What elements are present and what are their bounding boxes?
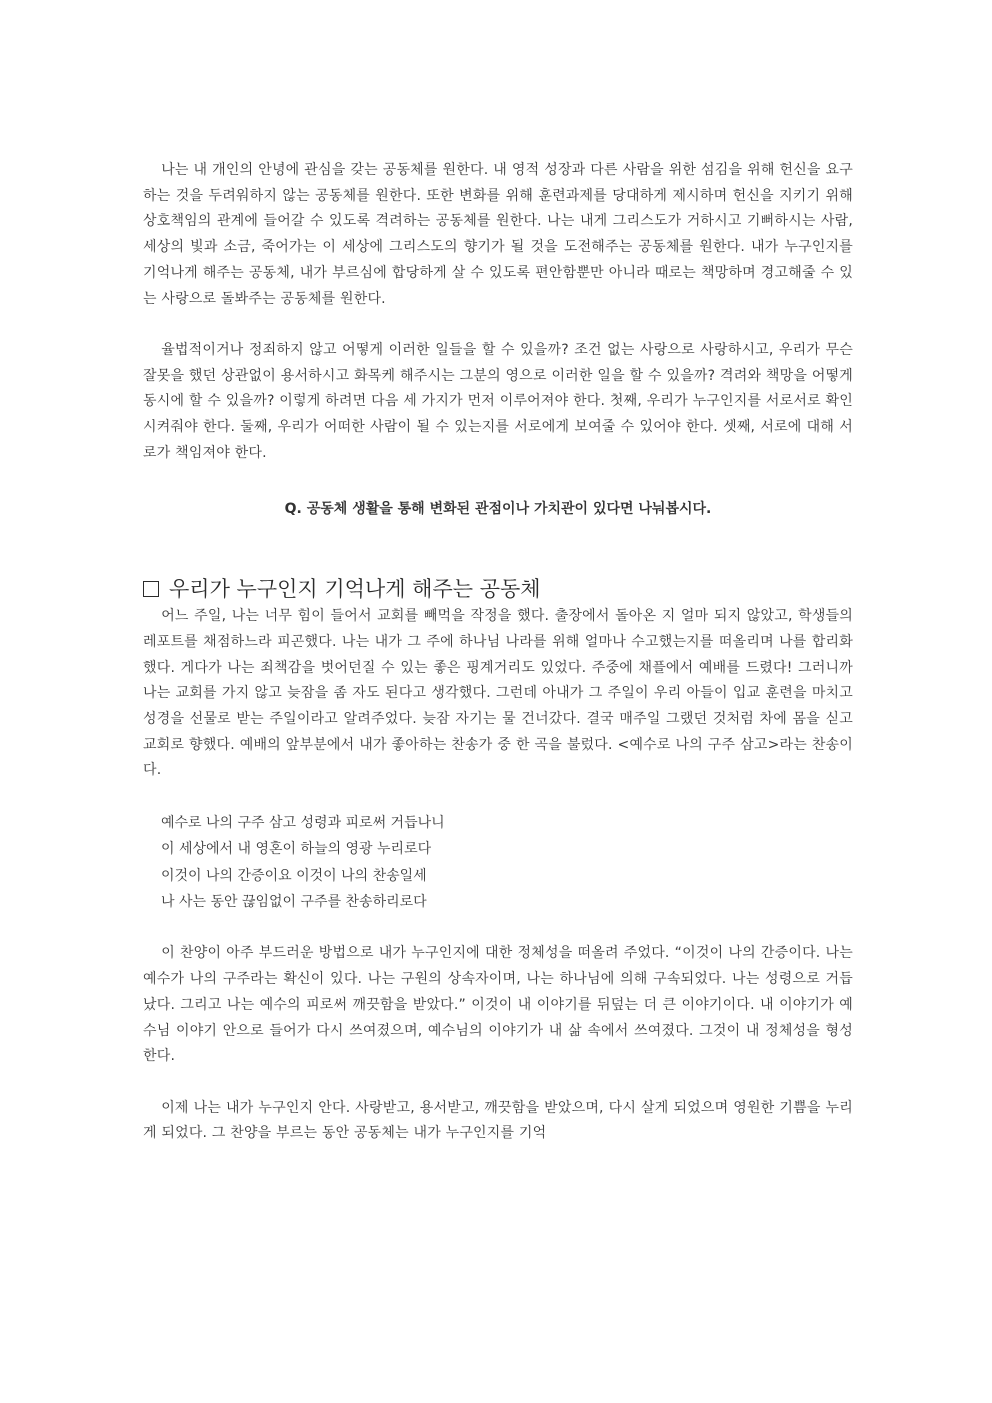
- document-body: [143, 158, 853, 1147]
- paragraph-sunday-story: 어느 주일, 나는 너무 힘이 들어서 교회를 빼먹을 작정을 했다. 출장에서 돌아온 지 얼마 되지 않았고, 학생들의 레포트를 채점하느라 피곤했다. 나는 내가 그 주에 하나님 나라를 위해 얼마나 수고했는지를 떠올리며 나를 합리화했다. 게다가 나는 죄책감을 벗어던질 수 있는 좋은 핑계거리도 있었다. 주중에 채플에서 예배를 드렸다! 그러니까 나는 교회를 가지 않고 늦잠을 좀 자도 된다고 생각했다. 그런데 아내가 그 주일이 우리 아들이 입교 훈련을 마치고 성경을 선물로 받는 주일이라고 알려주었다. 늦잠 자기는 물 건너갔다. 결국 매주일 그랬던 것처럼 차에 몸을 싣고 교회로 향했다. 예배의 앞부분에서 내가 좋아하는 찬송가 중 한 곡을 불렀다. <예수로 나의 구주 삼고>라는 찬송이다.: [143, 608, 853, 779]
- paragraph-community-desire: 나는 내 개인의 안녕에 관심을 갖는 공동체를 원한다. 내 영적 성장과 다른 사람을 위한 섬김을 위해 헌신을 요구하는 것을 두려워하지 않는 공동체를 원한다. 또한 변화를 위해 훈련과제를 당대하게 제시하며 헌신을 지키기 위해 상호책임의 관계에 들어갈 수 있도록 격려하는 공동체를 원한다. 나는 내게 그리스도가 거하시고 기뻐하시는 사람, 세상의 빛과 소금, 죽어가는 이 세상에 그리스도의 향기가 될 것을 도전해주는 공동체를 원한다. 내가 누구인지를 기억나게 해주는 공동체, 내가 부르심에 합당하게 살 수 있도록 편안함뿐만 아니라 때로는 책망하며 경고해줄 수 있는 사랑으로 돌봐주는 공동체를 원한다.: [143, 162, 853, 307]
- paragraph-gap: [143, 466, 853, 492]
- hymn-line: 이 세상에서 내 영혼이 하늘의 영광 누리로다: [161, 841, 432, 858]
- hymn-verses: [143, 810, 853, 916]
- paragraph-gap: [143, 1070, 853, 1096]
- section-heading: [143, 574, 853, 604]
- hymn-line: 이것이 나의 간증이요 이것이 나의 찬송일세: [161, 867, 427, 884]
- paragraph-gap: [143, 312, 853, 338]
- paragraph-how-to: 율법적이거나 정죄하지 않고 어떻게 이러한 일들을 할 수 있을까? 조건 없는 사랑으로 사랑하시고, 우리가 무슨 잘못을 했던 상관없이 용서하시고 화목케 해주시는 그분의 영으로 이러한 일을 할 수 있을까? 격려와 책망을 어떻게 동시에 할 수 있을까? 이렇게 하려면 다음 세 가지가 먼저 이루어져야 한다. 첫째, 우리가 누구인지를 서로서로 확인시켜줘야 한다. 둘째, 우리가 어떠한 사람이 될 수 있는지를 서로에게 보여줄 수 있어야 한다. 셋째, 서로에 대해 서로가 책임져야 한다.: [143, 341, 853, 461]
- paragraph-gap: [143, 916, 853, 942]
- hymn-line: 나 사는 동안 끊임없이 구주를 찬송하리로다: [161, 894, 427, 911]
- paragraph-now-i-know: 이제 나는 내가 누구인지 안다. 사랑받고, 용서받고, 깨끗함을 받았으며, 다시 살게 되었으며 영원한 기쁨을 누리게 되었다. 그 찬양을 부르는 동안 공동체는 내가 누구인지를 기억: [143, 1099, 853, 1142]
- discussion-question: Q. 공동체 생활을 통해 변화된 관점이나 가치관이 있다면 나눠봅시다.: [284, 501, 712, 518]
- paragraph-identity: 이 찬양이 아주 부드러운 방법으로 내가 누구인지에 대한 정체성을 떠올려 주었다. “이것이 나의 간증이다. 나는 예수가 나의 구주라는 확신이 있다. 나는 구원의 상속자이며, 나는 하나님에 의해 구속되었다. 나는 성령으로 거듭났다. 그리고 나는 예수의 피로써 깨끗함을 받았다.” 이것이 내 이야기를 뒤덮는 더 큰 이야기이다. 내 이야기가 예수님 이야기 안으로 들어가 다시 쓰여졌으며, 예수님의 이야기가 내 삶 속에서 쓰여졌다. 그것이 내 정체성을 형성한다.: [143, 945, 853, 1065]
- square-bullet-icon: [143, 581, 159, 597]
- hymn-line: 예수로 나의 구주 삼고 성령과 피로써 거듭나니: [161, 814, 445, 831]
- paragraph-gap: [143, 784, 853, 810]
- section-heading-text: 우리가 누구인지 기억나게 해주는 공동체: [169, 577, 541, 602]
